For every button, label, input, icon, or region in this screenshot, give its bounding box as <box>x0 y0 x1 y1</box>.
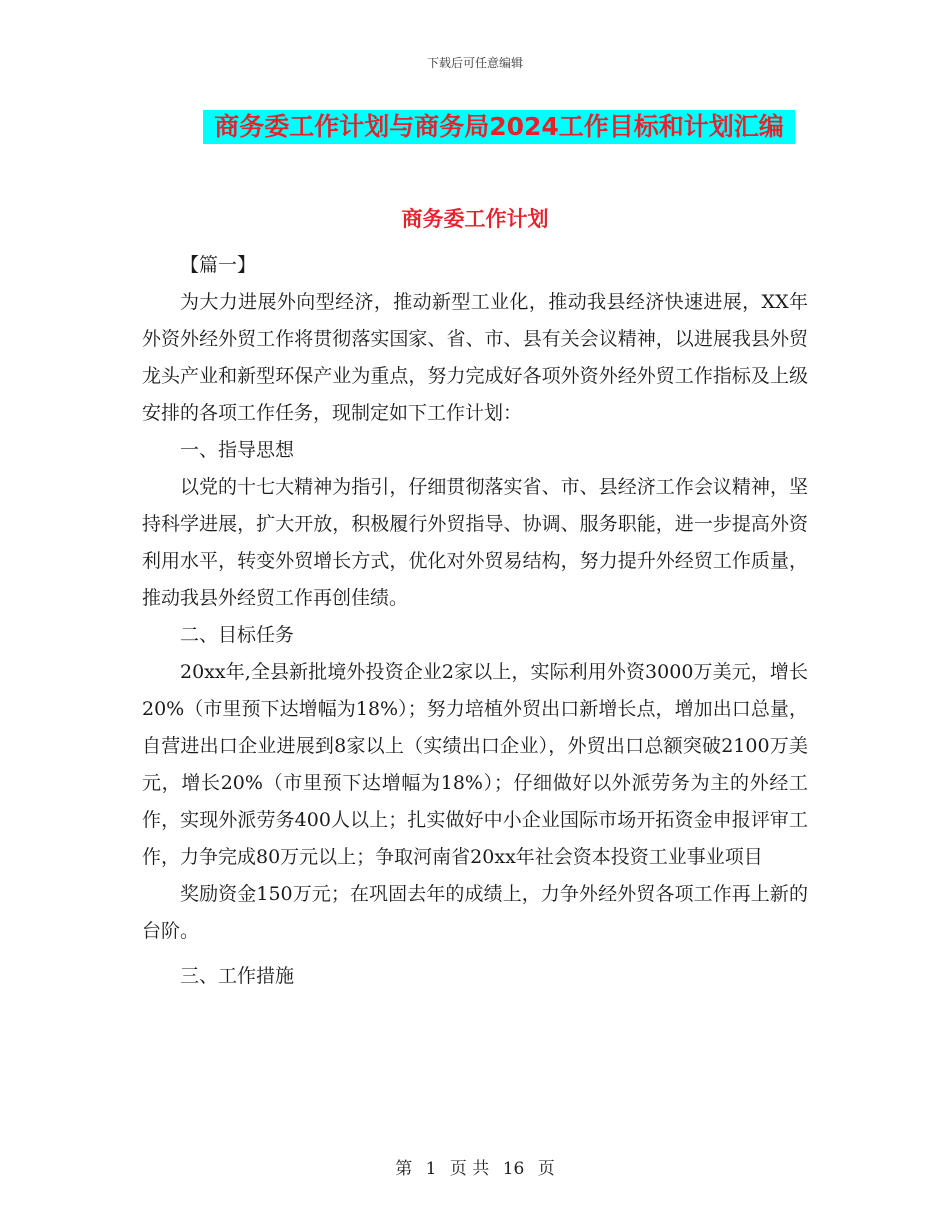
paragraph-intro: 为大力进展外向型经济，推动新型工业化，推动我县经济快速进展，XX年外资外经外贸工作将贯彻落实国家、省、市、县有关会议精神，以进展我县外贸龙头产业和新型环保产业为重点，努力完成好各项外资外经外贸工作指标及上级安排的各项工作任务，现制定如下工作计划： <box>142 291 808 424</box>
section-title: 商务委工作计划 <box>401 207 549 231</box>
paragraph-guiding-ideology: 以党的十七大精神为指引，仔细贯彻落实省、市、县经济工作会议精神，坚持科学进展，扩大开放，积极履行外贸指导、协调、服务职能，进一步提高外资利用水平，转变外贸增长方式，优化对外贸易结构，努力提升外经贸工作质量，推动我县外经贸工作再创佳绩。 <box>142 476 808 609</box>
heading-measures: 三、工作措施 <box>180 965 295 987</box>
footer-prefix: 第 <box>395 1159 413 1179</box>
footer-page-number: 1 <box>425 1159 437 1179</box>
header-note: 下载后可任意编辑 <box>426 56 523 70</box>
heading-goals: 二、目标任务 <box>180 624 295 646</box>
footer-middle: 页 共 <box>449 1159 490 1179</box>
paragraph-goals: 20xx年,全县新批境外投资企业2家以上，实际利用外资3000万美元，增长20%（市里预下达增幅为18%）；努力培植外贸出口新增长点，增加出口总量，自营进出口企业进展到8家以上（实绩出口企业），外贸出口总额突破2100万美元，增长20%（市里预下达增幅为18%）；仔细做好以外派劳务为主的外经工作，实现外派劳务400人以上；扎实做好中小企业国际市场开拓资金申报评审工作，力争完成80万元以上；争取河南省20xx年社会资本投资工业事业项目 <box>142 661 808 868</box>
doc-title: 商务委工作计划与商务局2024工作目标和计划汇编 <box>214 112 784 141</box>
body-text <box>142 247 808 995</box>
paragraph-part-label: 【篇一】 <box>180 254 257 276</box>
page-footer <box>0 1154 950 1179</box>
doc-title-highlight <box>203 110 795 144</box>
footer-suffix: 页 <box>537 1159 555 1179</box>
footer-total-pages: 16 <box>502 1159 525 1179</box>
heading-guiding-ideology: 一、指导思想 <box>180 439 295 461</box>
paragraph-goals-continued: 奖励资金150万元；在巩固去年的成绩上，力争外经外贸各项工作再上新的台阶。 <box>142 883 808 942</box>
